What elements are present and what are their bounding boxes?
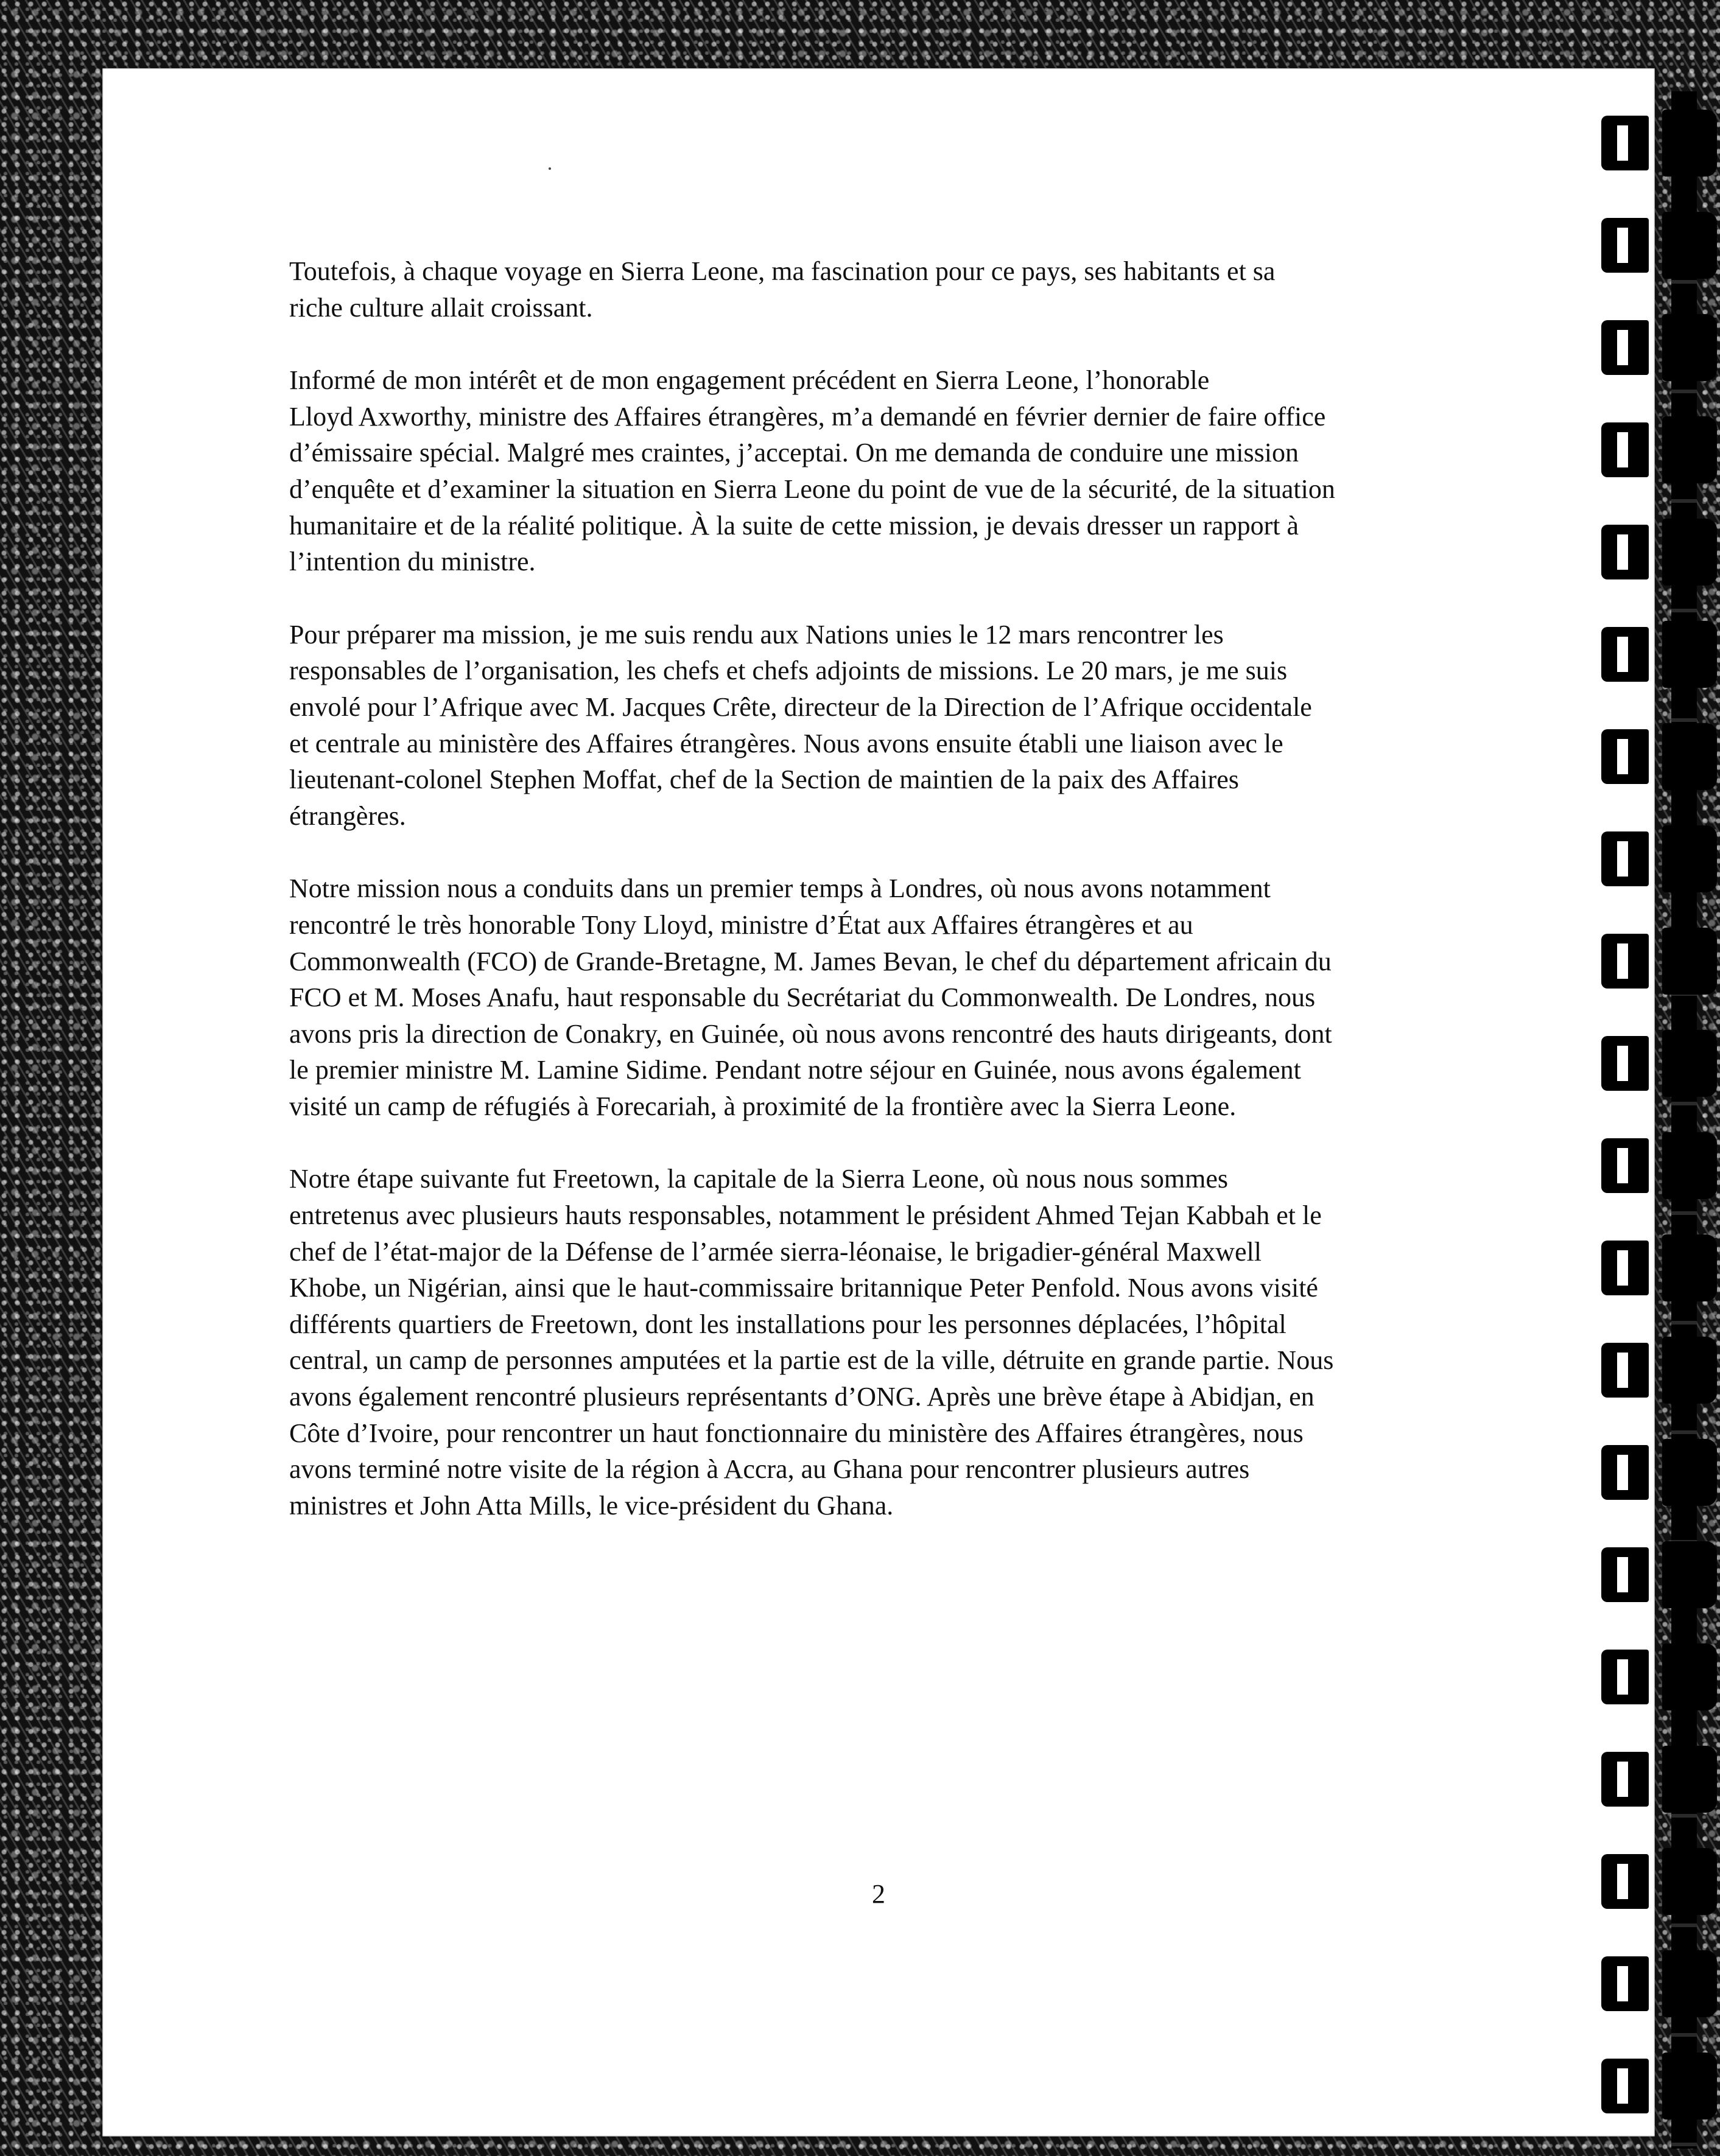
paragraph-2: [289, 362, 1604, 580]
binding-ring-loop: [1662, 1643, 1717, 1710]
binding-ring-loop: [1662, 723, 1717, 790]
paragraph-5: [289, 1161, 1604, 1524]
binding-ring: [1601, 1541, 1717, 1608]
text-line: et centrale au ministère des Affaires étrangères. Nous avons ensuite établi une liaison avec le: [289, 728, 1283, 758]
binding-ring: [1601, 1030, 1717, 1097]
text-line: avons pris la direction de Conakry, en Guinée, où nous avons rencontré des hauts dirigeants, dont: [289, 1018, 1332, 1049]
text-line: lieutenant-colonel Stephen Moffat, chef de la Section de maintien de la paix des Affaires: [289, 765, 1239, 795]
binding-ring: [1601, 212, 1717, 279]
binding-ring-tab: [1601, 116, 1649, 170]
binding-ring-tab: [1601, 1343, 1649, 1398]
binding-ring-loop: [1662, 1132, 1717, 1199]
binding-ring-tab: [1601, 934, 1649, 989]
text-line: humanitaire et de la réalité politique. À la suite de cette mission, je devais dresser un rapport à: [289, 510, 1299, 541]
binding-ring-tab: [1601, 1445, 1649, 1500]
binding-ring-tab: [1601, 831, 1649, 886]
binding-ring-tab: [1601, 218, 1649, 273]
binding-ring: [1601, 621, 1717, 688]
binding-ring-loop: [1662, 110, 1717, 177]
binding-ring: [1601, 1746, 1717, 1813]
binding-ring: [1601, 1643, 1717, 1710]
binding-ring: [1601, 1439, 1717, 1506]
binding-ring-loop: [1662, 314, 1717, 381]
binding-ring-loop: [1662, 1746, 1717, 1813]
binding-ring-tab: [1601, 1547, 1649, 1602]
binding-ring-loop: [1662, 1030, 1717, 1097]
binding-ring-tab: [1601, 320, 1649, 375]
text-line: Toutefois, à chaque voyage en Sierra Leone, ma fascination pour ce pays, ses habitants et sa: [289, 256, 1276, 286]
binding-ring-tab: [1601, 1752, 1649, 1807]
binding-ring-loop: [1662, 1848, 1717, 1915]
paragraph-4: [289, 870, 1604, 1124]
text-line: différents quartiers de Freetown, dont les installations pour les personnes déplacées, l’hôpital: [289, 1309, 1286, 1339]
paragraph-1: [289, 253, 1604, 326]
binding-ring-tab: [1601, 1138, 1649, 1193]
spiral-binding: [1601, 91, 1720, 2149]
binding-ring-loop: [1662, 1337, 1717, 1404]
binding-ring-loop: [1662, 621, 1717, 688]
binding-ring-tab: [1601, 1854, 1649, 1909]
document-body: [289, 253, 1604, 1560]
binding-ring: [1601, 1337, 1717, 1404]
binding-ring-tab: [1601, 1241, 1649, 1295]
binding-ring: [1601, 110, 1717, 177]
text-line: Lloyd Axworthy, ministre des Affaires étrangères, m’a demandé en février dernier de faire office: [289, 401, 1326, 432]
text-line: FCO et M. Moses Anafu, haut responsable du Secrétariat du Commonwealth. De Londres, nous: [289, 982, 1316, 1013]
binding-ring-loop: [1662, 928, 1717, 995]
binding-ring-tab: [1601, 422, 1649, 477]
binding-ring: [1601, 519, 1717, 586]
text-line: visité un camp de réfugiés à Forecariah, à proximité de la frontière avec la Sierra Leone.: [289, 1091, 1237, 1121]
binding-ring-tab: [1601, 729, 1649, 784]
binding-ring: [1601, 825, 1717, 892]
binding-ring-tab: [1601, 627, 1649, 682]
binding-ring: [1601, 416, 1717, 483]
text-line: responsables de l’organisation, les chefs et chefs adjoints de missions. Le 20 mars, je me suis: [289, 656, 1288, 686]
binding-ring-loop: [1662, 519, 1717, 586]
binding-ring: [1601, 314, 1717, 381]
text-line: avons également rencontré plusieurs représentants d’ONG. Après une brève étape à Abidjan, en: [289, 1382, 1315, 1412]
text-line: riche culture allait croissant.: [289, 292, 593, 323]
binding-ring: [1601, 1848, 1717, 1915]
text-line: central, un camp de personnes amputées et la partie est de la ville, détruite en grande partie. Nous: [289, 1345, 1334, 1376]
binding-ring-tab: [1601, 2059, 1649, 2113]
text-line: Côte d’Ivoire, pour rencontrer un haut fonctionnaire du ministère des Affaires étrangères, nous: [289, 1418, 1304, 1448]
page-number: 2: [872, 1879, 885, 1909]
paragraph-3: [289, 617, 1604, 835]
document-page: [102, 68, 1655, 2137]
binding-ring: [1601, 2053, 1717, 2119]
binding-ring-tab: [1601, 525, 1649, 579]
text-line: étrangères.: [289, 800, 406, 831]
binding-ring-loop: [1662, 416, 1717, 483]
text-line: le premier ministre M. Lamine Sidime. Pendant notre séjour en Guinée, nous avons également: [289, 1055, 1301, 1085]
text-line: d’enquête et d’examiner la situation en Sierra Leone du point de vue de la sécurité, de la situation: [289, 474, 1335, 504]
binding-spine: [1671, 91, 1697, 2149]
text-line: l’intention du ministre.: [289, 547, 536, 577]
text-line: envolé pour l’Afrique avec M. Jacques Crête, directeur de la Direction de l’Afrique occidentale: [289, 691, 1312, 722]
binding-ring-tab: [1601, 1036, 1649, 1091]
binding-ring-tab: [1601, 1956, 1649, 2011]
text-line: d’émissaire spécial. Malgré mes craintes, j’acceptai. On me demanda de conduire une mission: [289, 438, 1299, 468]
text-line: entretenus avec plusieurs hauts responsables, notamment le président Ahmed Tejan Kabbah et le: [289, 1200, 1322, 1231]
scan-speck: [549, 167, 551, 170]
binding-ring: [1601, 1950, 1717, 2017]
text-line: Commonwealth (FCO) de Grande-Bretagne, M. James Bevan, le chef du département africain du: [289, 946, 1332, 976]
text-line: rencontré le très honorable Tony Lloyd, ministre d’État aux Affaires étrangères et au: [289, 909, 1193, 940]
binding-ring-loop: [1662, 1541, 1717, 1608]
binding-ring-loop: [1662, 1439, 1717, 1506]
binding-ring-loop: [1662, 212, 1717, 279]
binding-ring-loop: [1662, 1234, 1717, 1301]
binding-ring-loop: [1662, 2053, 1717, 2119]
binding-ring: [1601, 928, 1717, 995]
binding-ring-loop: [1662, 825, 1717, 892]
text-line: Informé de mon intérêt et de mon engagement précédent en Sierra Leone, l’honorable: [289, 365, 1210, 396]
binding-ring: [1601, 1132, 1717, 1199]
text-line: Notre étape suivante fut Freetown, la capitale de la Sierra Leone, où nous nous sommes: [289, 1164, 1228, 1194]
binding-ring: [1601, 723, 1717, 790]
text-line: Notre mission nous a conduits dans un premier temps à Londres, où nous avons notamment: [289, 873, 1271, 904]
text-line: Pour préparer ma mission, je me suis rendu aux Nations unies le 12 mars rencontrer les: [289, 619, 1224, 649]
binding-ring-loop: [1662, 1950, 1717, 2017]
binding-ring: [1601, 1234, 1717, 1301]
text-line: ministres et John Atta Mills, le vice-président du Ghana.: [289, 1490, 894, 1521]
text-line: Khobe, un Nigérian, ainsi que le haut-commissaire britannique Peter Penfold. Nous avons visité: [289, 1273, 1318, 1303]
text-line: avons terminé notre visite de la région à Accra, au Ghana pour rencontrer plusieurs autres: [289, 1454, 1250, 1485]
binding-ring-tab: [1601, 1650, 1649, 1704]
text-line: chef de l’état-major de la Défense de l’armée sierra-léonaise, le brigadier-général Maxwell: [289, 1236, 1262, 1267]
